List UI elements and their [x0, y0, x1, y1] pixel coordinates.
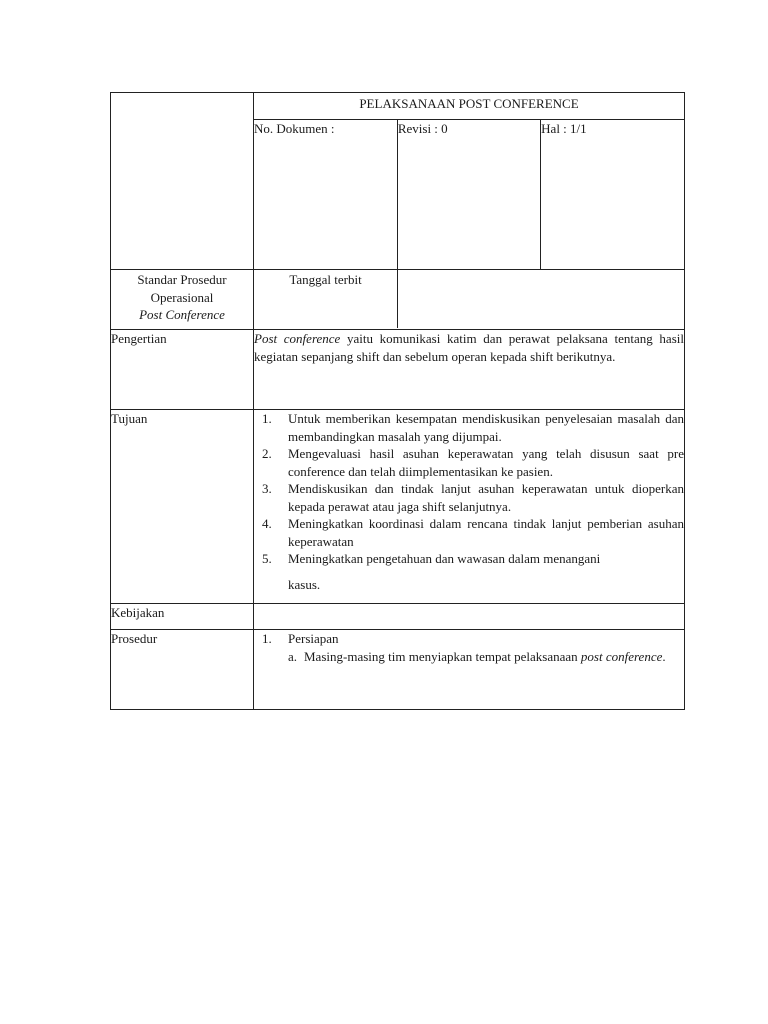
- kebijakan-value: [254, 604, 685, 630]
- logo-cell: [111, 93, 254, 270]
- revisi: Revisi : 0: [397, 120, 540, 269]
- list-item: 1. Persiapan: [262, 631, 339, 646]
- tujuan-label: Tujuan: [111, 410, 254, 604]
- document-meta-cell: [254, 120, 685, 270]
- pengertian-text: Post conference yaitu komunikasi katim dan perawat pelaksana tentang hasil kegiatan sepanjang shift dan sebelum operan kepada shift berikutnya.: [254, 330, 685, 410]
- list-item: 2. Mengevaluasi hasil asuhan keperawatan yang telah disusun saat pre conference dan telah diimplementasikan ke pasien.: [262, 446, 684, 479]
- prosedur-list: [254, 630, 684, 648]
- prosedur-sublist: [254, 648, 684, 666]
- tanggal-terbit-cell: [254, 270, 685, 330]
- list-item: a. Masing-masing tim menyiapkan tempat pelaksanaan post conference.: [288, 648, 666, 664]
- prosedur-label: Prosedur: [111, 630, 254, 710]
- list-item: 5. Meningkatkan pengetahuan dan wawasan dalam menangani kasus.: [262, 551, 601, 592]
- document-meta: [254, 120, 684, 269]
- no-dokumen: No. Dokumen :: [254, 121, 335, 136]
- pengertian-label: Pengertian: [111, 330, 254, 410]
- kebijakan-label: Kebijakan: [111, 604, 254, 630]
- tujuan-list: [254, 410, 684, 593]
- tanggal-terbit-label: Tanggal terbit: [289, 272, 362, 287]
- list-item: 3. Mendiskusikan dan tindak lanjut asuhan keperawatan untuk dioperkan kepada perawat atau jaga shift selanjutnya.: [262, 481, 684, 514]
- sop-label: Standar Prosedur Operasional Post Conference: [111, 270, 254, 330]
- list-item: 4. Meningkatkan koordinasi dalam rencana tindak lanjut pemberian asuhan keperawatan: [262, 516, 684, 549]
- halaman: Hal : 1/1: [541, 120, 684, 269]
- tujuan-list-cell: [254, 410, 685, 604]
- document-title: PELAKSANAAN POST CONFERENCE: [254, 93, 685, 120]
- list-item: 1. Untuk memberikan kesempatan mendiskusikan penyelesaian masalah dan membandingkan masalah yang dijumpai.: [262, 411, 684, 444]
- sop-table: [110, 92, 685, 710]
- tanggal-terbit-value: [398, 270, 685, 328]
- prosedur-cell: [254, 630, 685, 710]
